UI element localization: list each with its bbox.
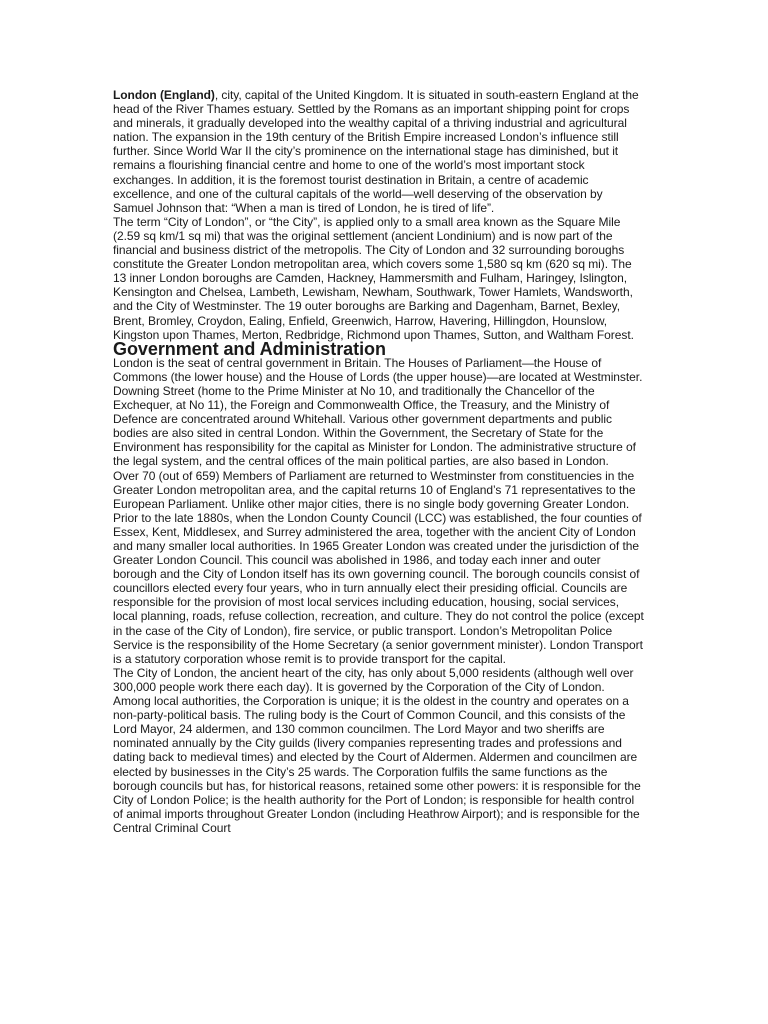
intro-paragraph [113, 88, 645, 215]
section-heading-government: Government and Administration [113, 338, 386, 359]
seat-of-government-paragraph: London is the seat of central government in Britain. The Houses of Parliament—the House of Commons (the lower house) and the House of Lords (the upper house)—are located at Westminster. Downing Street (home to the Prime Minister at No 10, and traditionally the Chancellor of the Exchequer, at No 11), the Foreign and Commonwealth Office, the Treasury, and the Ministry of Defence are concentrated around Whitehall. Various other government departments and public bodies are also sited in central London. Within the Government, the Secretary of State for the Environment has responsibility for the capital as Minister for London. The administrative structure of the legal system, and the central offices of the main political parties, are also based in London. [113, 355, 643, 469]
city-term-paragraph: The term “City of London”, or “the City”, is applied only to a small area known as the Square Mile (2.59 sq km/1 sq mi) that was the original settlement (ancient Londinium) and is now part of the financial and business district of the metropolis. The City of London and 32 surrounding boroughs constitute the Greater London metropolitan area, which covers some 1,580 sq km (620 sq mi). The 13 inner London boroughs are Camden, Hackney, Hammersmith and Fulham, Haringey, Islington, Kensington and Chelsea, Lambeth, Lewisham, Newham, Southwark, Tower Hamlets, Wandsworth, and the City of Westminster. The 19 outer boroughs are Barking and Dagenham, Barnet, Bexley, Brent, Bromley, Croydon, Ealing, Enfield, Greenwich, Harrow, Havering, Hillingdon, Hounslow, Kingston upon Thames, Merton, Redbridge, Richmond upon Thames, Sutton, and Waltham Forest. [113, 214, 634, 342]
intro-text: , city, capital of the United Kingdom. It is situated in south-eastern England at the head of the River Thames estuary. Settled by the Romans as an important shipping point for crops and minerals, it gradually developed into the wealthy capital of a thriving industrial and agricultural nation. The expansion in the 19th century of the British Empire increased London’s influence still further. Since World War II the city’s prominence on the international stage has diminished, but it remains a flourishing financial centre and home to one of the world’s most important stock exchanges. In addition, it is the foremost tourist destination in Britain, a centre of academic excellence, and one of the cultural capitals of the world—well deserving of the observation by Samuel Johnson that: “When a man is tired of London, he is tired of life”. [113, 88, 639, 215]
intro-lead-term: London (England) [113, 88, 215, 102]
city-heart-paragraph: The City of London, the ancient heart of the city, has only about 5,000 residents (although well over 300,000 people work there each day). It is governed by the Corporation of the City of London. Among local authorities, the Corporation is unique; it is the oldest in the country and operates on a non-party-political basis. The ruling body is the Court of Common Council, and this consists of the Lord Mayor, 24 aldermen, and 130 common councilmen. The Lord Mayor and two sheriffs are nominated annually by the City guilds (livery companies representing trades and professions and dating back to medieval times) and elected by the Court of Aldermen. Aldermen and councilmen are elected by businesses in the City’s 25 wards. The Corporation fulfils the same functions as the borough councils but has, for historical reasons, retained some other powers: it is responsible for the City of London Police; is the health authority for the Port of London; is responsible for health control of animal imports throughout Greater London (including Heathrow Airport); and is responsible for the Central Criminal Court [113, 665, 641, 835]
document-page [113, 88, 645, 835]
parliament-paragraph: Over 70 (out of 659) Members of Parliament are returned to Westminster from constituencies in the Greater London metropolitan area, and the capital returns 10 of England’s 71 representatives to the European Parliament. Unlike other major cities, there is no single body governing Greater London. Prior to the late 1880s, when the London County Council (LCC) was established, the four counties of Essex, Kent, Middlesex, and Surrey administered the area, together with the ancient City of London and many smaller local authorities. In 1965 Greater London was created under the jurisdiction of the Greater London Council. This council was abolished in 1986, and today each inner and outer borough and the City of London itself has its own governing council. The borough councils consist of councillors elected every four years, who in turn annually elect their presiding official. Councils are responsible for the provision of most local services including education, housing, social services, local planning, roads, refuse collection, recreation, and culture. They do not control the police (except in the case of the City of London), fire service, or public transport. London’s Metropolitan Police Service is the responsibility of the Home Secretary (a senior government minister). London Transport is a statutory corporation whose remit is to provide transport for the capital. [113, 468, 644, 666]
